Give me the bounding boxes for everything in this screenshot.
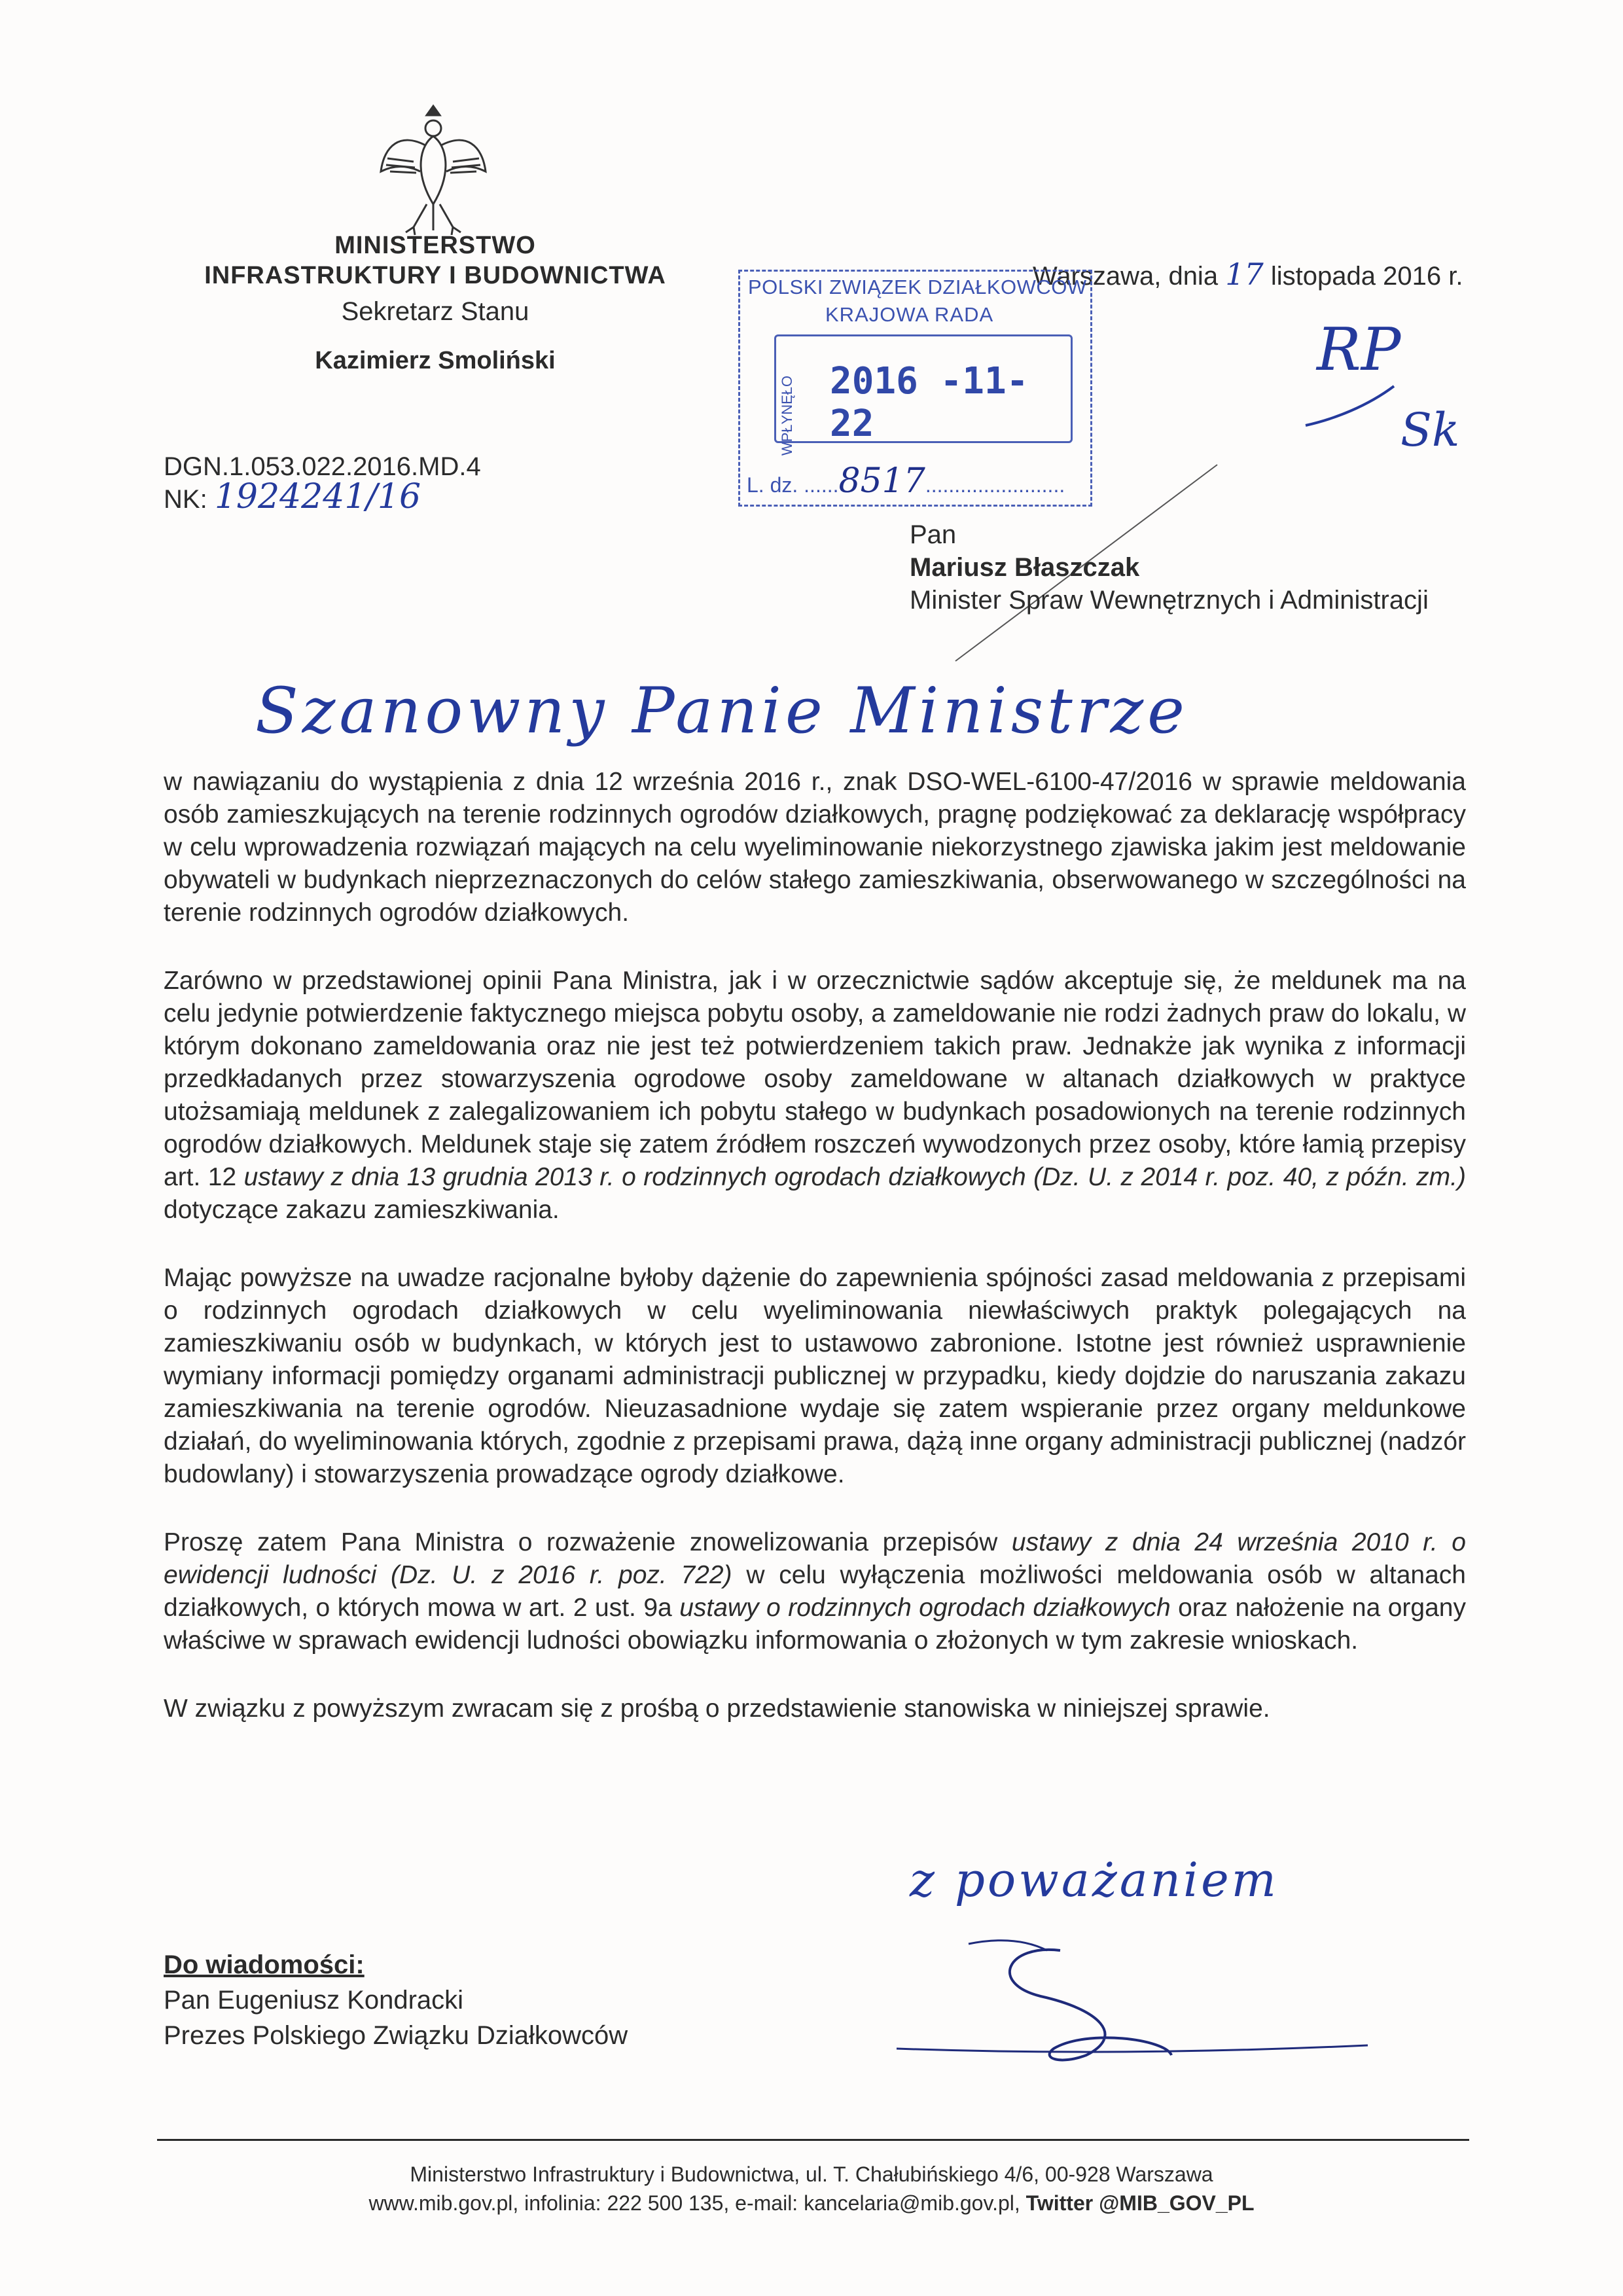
reference-dgn: DGN.1.053.022.2016.MD.4 — [164, 452, 481, 481]
body-p4-text-a: Proszę zatem Pana Ministra o rozważenie znowelizowania przepisów — [164, 1528, 1012, 1556]
stamp-organization: POLSKI ZWIĄZEK DZIAŁKOWCÓW — [748, 276, 1087, 298]
handwritten-greeting: Szanowny Panie Ministrze — [255, 674, 1188, 747]
footer-contact-text: www.mib.gov.pl, infolinia: 222 500 135, e-mail: kancelaria@mib.gov.pl, — [368, 2191, 1020, 2215]
body-paragraph-2 — [164, 965, 1466, 1227]
cc-line-1: Pan Eugeniusz Kondracki — [164, 1986, 464, 2015]
reference-nk — [164, 477, 481, 516]
stamp-received-label: WPŁYNĘŁO — [779, 375, 796, 456]
handwritten-initials: RP — [1317, 315, 1401, 384]
footer-contact — [164, 2189, 1459, 2217]
stamp-ldz-label: L. dz. — [747, 473, 798, 497]
cc-block — [164, 1947, 628, 2053]
institution-line1: MINISTERSTWO — [334, 232, 536, 259]
reference-nk-value: 1924241/16 — [214, 477, 421, 516]
footer-address: Ministerstwo Infrastruktury i Budownictwa, ul. T. Chałubińskiego 4/6, 00-928 Warszawa — [410, 2162, 1213, 2186]
recipient-title: Minister Spraw Wewnętrznych i Administracji — [910, 586, 1429, 615]
body-p4-text-b: w celu wyłączenia możliwości meldowania osób w altanach działkowych, o których mowa w art. 2 ust. 9a — [164, 1561, 1466, 1622]
stamp-date-box — [774, 334, 1073, 456]
reference-nk-label: NK: — [164, 485, 207, 514]
reference-numbers — [164, 452, 481, 514]
institution-line2: INFRASTRUKTURY I BUDOWNICTWA — [204, 262, 666, 289]
stamp-ldz: L. dz. ......8517........................ — [747, 461, 1065, 501]
body-p4-italic-2: ustawy o rodzinnych ogrodach działkowych — [679, 1594, 1171, 1622]
handwritten-mark: Sk — [1400, 403, 1460, 457]
footer — [164, 2160, 1459, 2217]
body-paragraph-5: W związku z powyższym zwracam się z prośbą o przedstawienie stanowiska w niniejszej sprawie. — [164, 1695, 1270, 1723]
cc-heading: Do wiadomości: — [164, 1950, 365, 1979]
stamp-council: KRAJOWA RADA — [825, 303, 994, 326]
official-name: Kazimierz Smoliński — [315, 347, 556, 374]
letter-body — [164, 766, 1466, 1761]
eagle-emblem-icon — [374, 99, 492, 237]
footer-twitter: Twitter @MIB_GOV_PL — [1026, 2191, 1255, 2215]
body-paragraph-4 — [164, 1526, 1466, 1657]
signature-icon — [890, 1924, 1374, 2101]
body-p2-text-a: Zarówno w przedstawionej opinii Pana Ministra, jak i w orzecznictwie sądów akceptuje się, że meldunek ma na celu jedynie potwierdzenie faktycznego miejsca pobytu osoby, a zameldowanie nie rodzi żadnych praw do lokalu, w którym dokonano zameldowania oraz nie jest też potwierdzeniem takich praw. Jednakże jak wynika z informacji przedkładanych przez stowarzyszenia ogrodowe osoby zameldowane w altanach działkowych w praktyce utożsamiają meldunek z zalegalizowaniem ich pobytu stałego w budynkach posadowionych na terenie rodzinnych ogrodów działkowych. Meldunek staje się zatem źródłem roszczeń wywodzonych przez osoby, które łamią przepisy art. 12 — [164, 967, 1466, 1191]
institution-header — [164, 230, 707, 376]
body-p4-text-c: oraz nałożenie na organy właściwe w sprawach ewidencji ludności obowiązku informowania o złożonych w tym zakresie wnioskach. — [164, 1594, 1466, 1655]
date-rest: listopada 2016 r. — [1270, 262, 1463, 291]
place-date-label: Warszawa, dnia — [1033, 262, 1219, 291]
place-date — [1033, 257, 1463, 292]
body-paragraph-1: w nawiązaniu do wystąpienia z dnia 12 września 2016 r., znak DSO-WEL-6100-47/2016 w sprawie meldowania osób zamieszkujących na terenie rodzinnych ogrodów działkowych, pragnę podziękować za deklarację współpracy w celu wprowadzenia rozwiązań mających na celu wyeliminowanie niekorzystnego zjawiska jakim jest meldowanie obywateli w budynkach nieprzeznaczonych do celów stałego zamieszkiwania, obserwowanego w szczególności na terenie rodzinnych ogrodów działkowych. — [164, 768, 1466, 927]
footer-divider — [157, 2139, 1469, 2141]
handwritten-stroke-icon — [1302, 380, 1400, 439]
position-title: Sekretarz Stanu — [341, 297, 529, 326]
recipient-name: Mariusz Błaszczak — [910, 553, 1140, 582]
body-p2-text-b: dotyczące zakazu zamieszkiwania. — [164, 1196, 560, 1224]
stamp-ldz-number: 8517 — [838, 461, 925, 501]
cc-line-2: Prezes Polskiego Związku Działkowców — [164, 2021, 628, 2050]
handwritten-closing: z poważaniem — [910, 1852, 1279, 1907]
body-paragraph-3: Mając powyższe na uwadze racjonalne byłoby dążenie do zapewnienia spójności zasad meldowania z przepisami o rodzinnych ogrodach działkowych w celu wyeliminowania niewłaściwych praktyk polegających na zamieszkiwaniu osób w budynkach, w których jest to ustawowo zabronione. Istotne jest również usprawnienie wymiany informacji pomiędzy organami administracji publicznej w przypadku, kiedy dojdzie do naruszania zakazu zamieszkiwania na terenie ogrodów. Nieuzasadnione wydaje się zatem wspieranie przez organy meldunkowe działań, do wyeliminowania których, zgodnie z przepisami prawa, dążą inne organy administracji publicznej (nadzór budowlany) i stowarzyszenia prowadzące ogrody działkowe. — [164, 1264, 1467, 1488]
date-day-handwritten: 17 — [1225, 257, 1264, 292]
body-p2-italic: ustawy z dnia 13 grudnia 2013 r. o rodzinnych ogrodach działkowych (Dz. U. z 2014 r. poz. 40, z późn. zm.) — [243, 1163, 1466, 1191]
recipient-salutation: Pan — [910, 520, 957, 549]
stamp-received-date: 2016 -11- 22 — [830, 360, 1029, 445]
recipient-block — [910, 518, 1429, 617]
body-p4-italic-1: ustawy z dnia 24 września 2010 r. o ewidencji ludności (Dz. U. z 2016 r. poz. 722) — [164, 1528, 1466, 1589]
